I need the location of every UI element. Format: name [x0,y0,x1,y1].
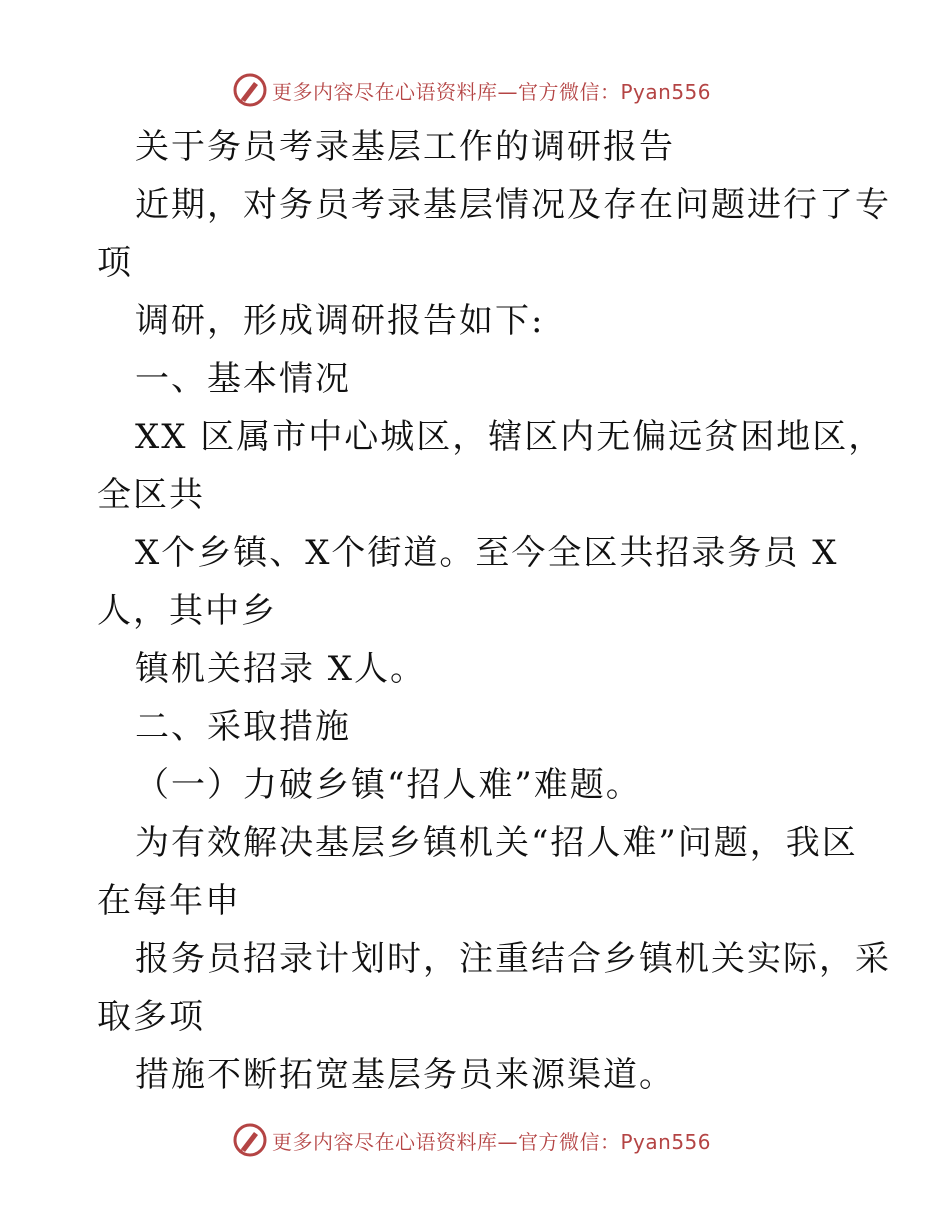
paragraph-line: 为有效解决基层乡镇机关“招人难”问题，我区 [135,823,858,863]
paragraph-line: 近期，对务员考录基层情况及存在问题进行了专 [135,185,891,225]
pen-logo-icon [232,1122,268,1158]
paragraph-line: 报务员招录计划时，注重结合乡镇机关实际，采 [135,939,891,979]
footer-watermark [232,1120,711,1160]
paragraph-line: 镇机关招录 X人。 [135,649,427,689]
paragraph-line: 项 [97,243,133,283]
paragraph-line: 措施不断拓宽基层务员来源渠道。 [135,1055,675,1095]
paragraph-line: 调研，形成调研报告如下: [135,301,545,341]
paragraph-line: X个乡镇、X个街道。至今全区共招录务员 X [135,533,839,573]
watermark-text: 更多内容尽在心语资料库—官方微信：Pyan556 [272,1129,712,1154]
header-watermark [232,70,711,110]
section-heading: 二、采取措施 [135,707,351,747]
paragraph-line: XX 区属市中心城区，辖区内无偏远贫困地区， [135,417,885,457]
section-heading: 一、基本情况 [135,359,351,399]
subsection-heading: （一）力破乡镇“招人难”难题。 [135,765,642,805]
paragraph-line: 在每年申 [97,881,241,921]
document-title: 关于务员考录基层工作的调研报告 [135,127,675,167]
paragraph-line: 取多项 [97,997,205,1037]
watermark-text: 更多内容尽在心语资料库—官方微信：Pyan556 [272,79,712,104]
paragraph-line: 人，其中乡 [97,591,277,631]
pen-logo-icon [232,72,268,108]
paragraph-line: 全区共 [97,475,205,515]
